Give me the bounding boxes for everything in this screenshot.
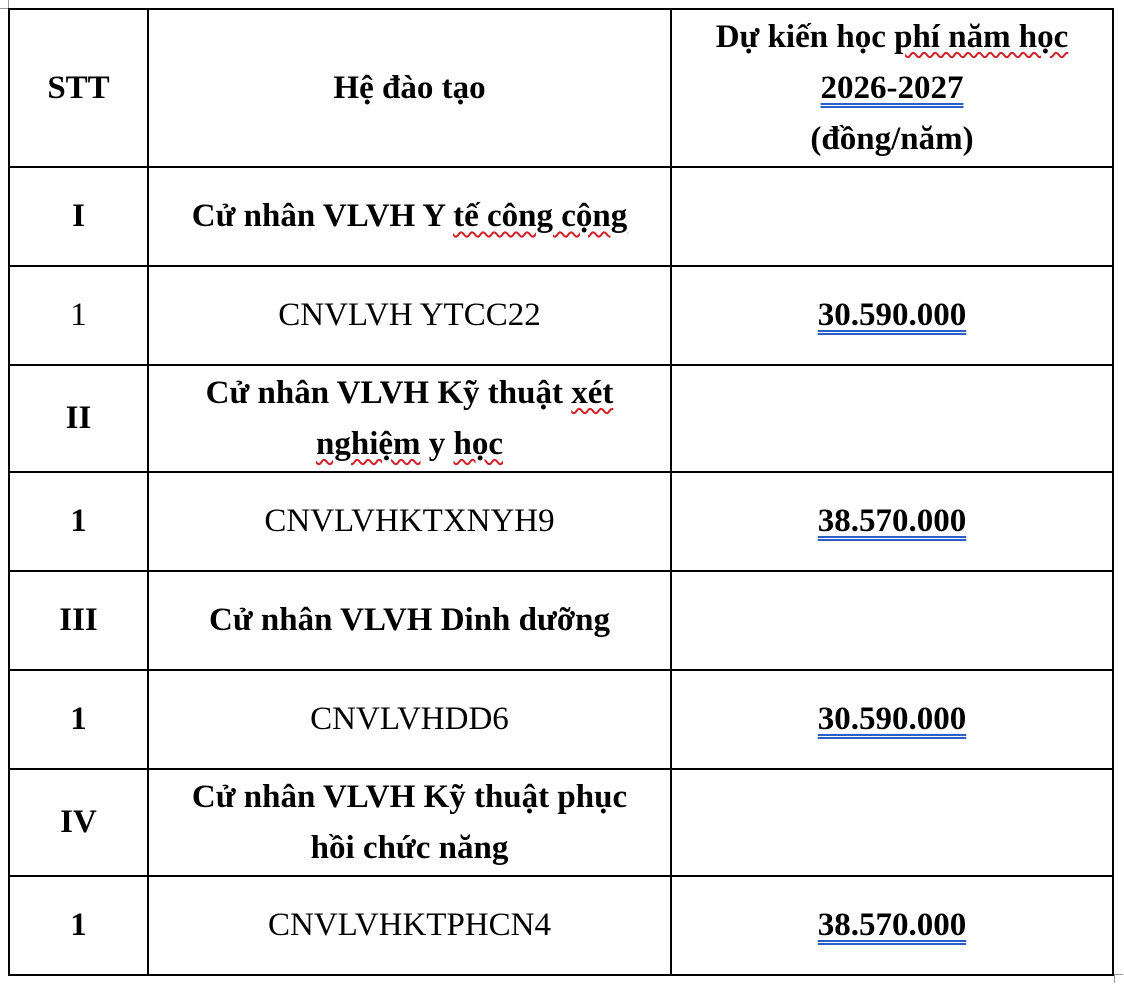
group-title-text: Cử nhân VLVH Kỹ thuật (205, 374, 572, 411)
group-title-text: Cử nhân VLVH Kỹ thuật phục (191, 778, 628, 815)
header-fee-unit: (đồng/năm) (810, 120, 974, 157)
group-fee-empty (671, 571, 1113, 670)
item-code: CNVLVHDD6 (148, 670, 671, 769)
group-fee-empty (671, 769, 1113, 876)
group-title (148, 769, 671, 876)
item-stt: 1 (9, 472, 148, 571)
header-fee (671, 9, 1113, 167)
group-fee-empty (671, 167, 1113, 266)
item-fee (671, 266, 1113, 365)
group-roman: II (9, 365, 148, 472)
header-stt: STT (9, 9, 148, 167)
group-title-text: học (453, 425, 503, 462)
header-fee-year: 2026-2027 (820, 69, 964, 106)
item-fee-value: 38.570.000 (817, 503, 967, 539)
group-title-text: Cử nhân VLVH Y (191, 198, 454, 234)
group-row (9, 769, 1113, 876)
group-fee-empty (671, 365, 1113, 472)
group-roman: III (9, 571, 148, 670)
group-title-text: nghiệm (315, 425, 421, 462)
item-code: CNVLVHKTPHCN4 (148, 876, 671, 975)
group-title (148, 167, 671, 266)
group-title-text: tế công cộng (453, 198, 628, 234)
group-roman: I (9, 167, 148, 266)
header-row (9, 9, 1113, 167)
item-stt: 1 (9, 266, 148, 365)
group-title-text: y (420, 425, 454, 462)
item-fee (671, 876, 1113, 975)
group-title (148, 365, 671, 472)
item-code: CNVLVH YTCC22 (148, 266, 671, 365)
item-row (9, 670, 1113, 769)
item-stt: 1 (9, 876, 148, 975)
item-code: CNVLVHKTXNYH9 (148, 472, 671, 571)
header-program: Hệ đào tạo (148, 9, 671, 167)
page-corner-mark (1114, 974, 1123, 983)
tuition-table (8, 8, 1114, 976)
group-title-text: hồi chức năng (310, 829, 509, 866)
item-fee (671, 670, 1113, 769)
group-title: Cử nhân VLVH Dinh dưỡng (148, 571, 671, 670)
item-stt: 1 (9, 670, 148, 769)
group-row (9, 167, 1113, 266)
item-row (9, 472, 1113, 571)
item-row (9, 266, 1113, 365)
header-fee-text: phí năm học (894, 18, 1069, 55)
item-fee-value: 38.570.000 (817, 907, 967, 943)
item-row (9, 876, 1113, 975)
group-title-text: xét (571, 374, 614, 411)
header-fee-text: Dự kiến học (715, 18, 895, 55)
group-row (9, 365, 1113, 472)
item-fee (671, 472, 1113, 571)
group-roman: IV (9, 769, 148, 876)
group-row (9, 571, 1113, 670)
item-fee-value: 30.590.000 (817, 701, 967, 737)
item-fee-value: 30.590.000 (817, 297, 967, 333)
